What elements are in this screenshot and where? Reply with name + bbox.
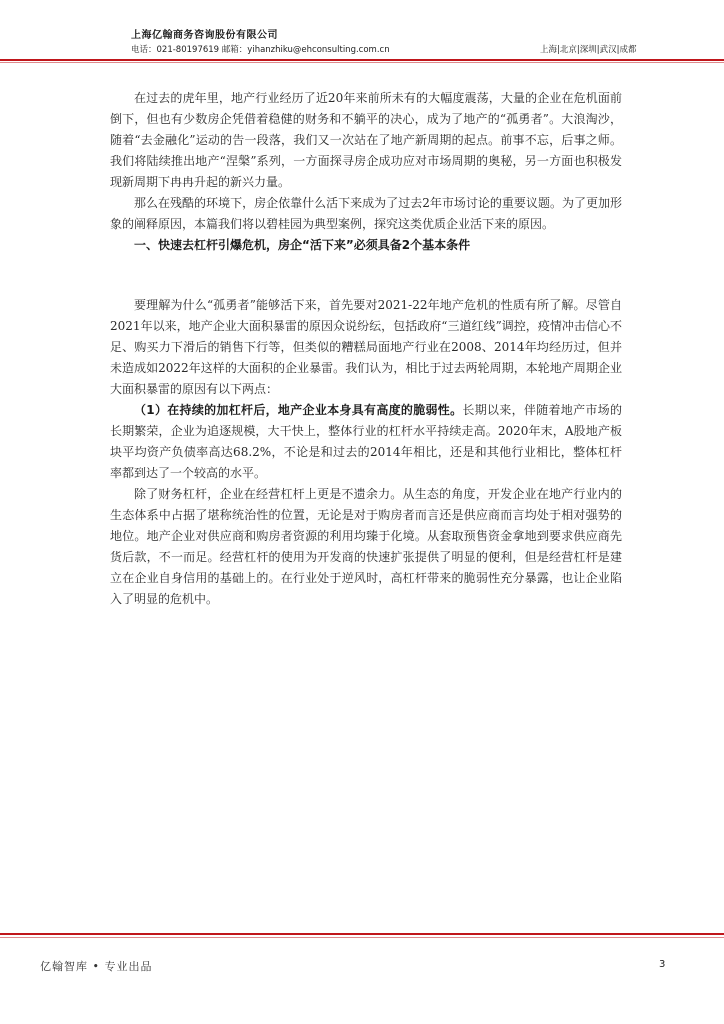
phone-label: 电话： bbox=[131, 45, 157, 55]
paragraph-operating-leverage: 除了财务杠杆，企业在经营杠杆上更是不遗余力。从生态的角度，开发企业在地产行业内的生态体系中占据了堪称统治性的位置，无论是对于购房者而言还是供应商而言均处于相对强势的地位。地产企业对供应商和购房者资源的利用均臻于化境。从套取预售资金拿地到要求供应商先货后款，不一而足。经营杠杆的使用为开发商的快速扩张提供了明显的便利，但是经营杠杆是建立在企业自身信用的基础上的。在行业处于逆风时，高杠杆带来的脆弱性充分暴露，也让企业陷入了明显的危机中。 bbox=[110, 487, 622, 606]
article-body bbox=[110, 88, 622, 610]
paragraph-intro: 在过去的虎年里，地产行业经历了近20年来前所未有的大幅度震荡，大量的企业在危机面前倒下，但也有少数房企凭借着稳健的财务和不躺平的决心，成为了地产的“孤勇者”。大浪淘沙，随着“去金融化”运动的告一段落，我们又一次站在了地产新周期的起点。前事不忘，后事之师。我们将陆续推出地产“涅槃”系列，一方面探寻房企成功应对市场周期的奥秘，另一方面也积极发现新周期下冉冉升起的新兴力量。 bbox=[110, 91, 622, 189]
header-divider bbox=[0, 59, 724, 61]
paragraph-crisis-nature: 要理解为什么“孤勇者”能够活下来，首先要对2021-22年地产危机的性质有所了解。尽管自2021年以来，地产企业大面积暴雷的原因众说纷纭，包括政府“三道红线”调控，疫情冲击信心不足、购买力下滑后的销售下行等，但类似的糟糕局面地产行业在2008、2014年均经历过，但并未造成如2022年这样的大面积的企业暴雷。我们认为，相比于过去两轮周期，本轮地产周期企业大面积暴雷的原因有以下两点： bbox=[110, 298, 622, 396]
footer-brand: 亿翰智库 • 专业出品 bbox=[40, 960, 153, 973]
contact-line bbox=[131, 43, 390, 55]
section-heading: 一、快速去杠杆引爆危机，房企“活下来”必须具备2个基本条件 bbox=[134, 238, 471, 252]
office-cities: 上海|北京|深圳|武汉|成都 bbox=[540, 45, 637, 55]
email-label: 邮箱： bbox=[221, 45, 248, 55]
paragraph-purpose: 那么在残酷的环境下，房企依靠什么活下来成为了过去2年市场讨论的重要议题。为了更加形象的阐释原因，本篇我们将以碧桂园为典型案例，探究这类优质企业活下来的原因。 bbox=[110, 196, 622, 231]
email-address: yihanzhiku@ehconsulting.com.cn bbox=[247, 45, 390, 55]
phone-number: 021-80197619 bbox=[156, 45, 220, 55]
point-one-heading: （1）在持续的加杠杆后，地产企业本身具有高度的脆弱性。 bbox=[134, 403, 463, 417]
footer-divider-thin bbox=[0, 937, 724, 938]
page-header bbox=[0, 0, 724, 70]
paragraph-leverage bbox=[110, 400, 622, 484]
header-divider-thin bbox=[0, 62, 724, 63]
footer-divider bbox=[0, 933, 724, 935]
point-one-text: 长期以来，伴随着地产市场的长期繁荣，企业为追逐规模，大干快上，整体行业的杠杆水平持续走高。2020年末，A股地产板块平均资产负债率高达68.2%，不论是和过去的2014年相比，还是和其他行业相比，整体杠杆率都到达了一个较高的水平。 bbox=[110, 403, 622, 480]
company-name: 上海亿翰商务咨询股份有限公司 bbox=[131, 30, 278, 41]
page-number: 3 bbox=[659, 959, 666, 970]
